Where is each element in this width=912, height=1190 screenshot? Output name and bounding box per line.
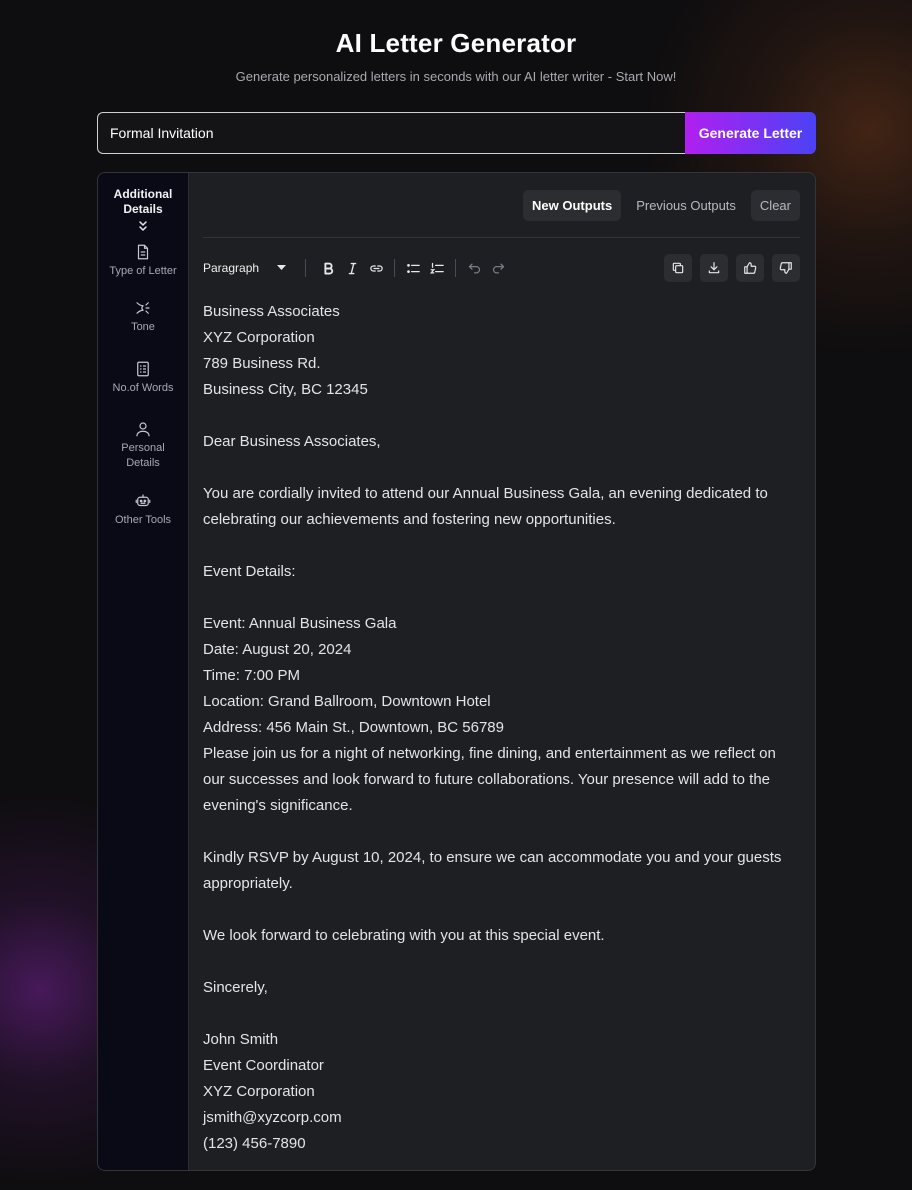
thumbs-down-icon [779,261,793,275]
block-type-select[interactable] [203,261,295,275]
toolbar-separator [394,259,395,277]
divider [203,237,800,238]
numbered-list-button[interactable] [425,256,449,280]
link-button[interactable] [364,256,388,280]
thumbs-down-button[interactable] [772,254,800,282]
letter-line: 789 Business Rd. [203,355,321,372]
numbered-list-icon [430,261,445,276]
letter-line: XYZ Corporation [203,1083,315,1100]
letter-line: Date: August 20, 2024 [203,641,352,658]
bullet-list-icon [406,261,421,276]
page-subtitle: Generate personalized letters in seconds with our AI letter writer - Start Now! [235,69,677,84]
sidebar-item-other-tools[interactable] [100,492,186,528]
robot-icon [134,492,152,510]
tab-previous-outputs[interactable]: Previous Outputs [636,198,736,213]
link-icon [369,261,384,276]
editor-main [189,173,815,1170]
thumbs-up-button[interactable] [736,254,764,282]
letter-line: (123) 456-7890 [203,1135,306,1152]
generate-letter-button[interactable]: Generate Letter [685,112,816,154]
letter-blank-line [203,949,793,975]
letter-blank-line [203,455,793,481]
document-icon [134,243,152,261]
letter-line: Kindly RSVP by August 10, 2024, to ensure we can accommodate you and your guests appropriately. [203,849,782,892]
letter-line: Location: Grand Ballroom, Downtown Hotel [203,693,491,710]
tone-icon [134,299,152,317]
letter-line: Please join us for a night of networking, fine dining, and entertainment as we reflect on our successes and look forward to future collaborations. Your presence will add to the evening's significance. [203,745,776,814]
output-actions [664,254,800,282]
italic-button[interactable] [340,256,364,280]
redo-button[interactable] [486,256,510,280]
sidebar-item-label: No.of Words [112,382,174,394]
letter-blank-line [203,403,793,429]
letter-blank-line [203,1001,793,1027]
undo-button[interactable] [462,256,486,280]
sidebar-item-personal-details[interactable] [100,420,186,471]
download-button[interactable] [700,254,728,282]
letter-blank-line [203,897,793,923]
clear-button[interactable]: Clear [751,190,800,221]
toolbar-separator [305,259,306,277]
letter-line: Business Associates [203,303,340,320]
letter-type-form [97,112,816,154]
editor-panel [97,172,816,1171]
sidebar-item-label: Type of Letter [109,265,177,277]
sidebar-item-label: Other Tools [114,514,172,526]
additional-details-sidebar [98,173,189,1170]
sidebar-item-no-of-words[interactable] [100,360,186,396]
sidebar-item-tone[interactable] [100,299,186,335]
chevron-double-down-icon[interactable] [138,219,148,231]
letter-type-input[interactable] [97,112,685,154]
letter-line: Dear Business Associates, [203,433,381,450]
letter-blank-line [203,533,793,559]
copy-button[interactable] [664,254,692,282]
redo-icon [491,261,506,276]
letter-line: jsmith@xyzcorp.com [203,1109,342,1126]
letter-line: You are cordially invited to attend our Annual Business Gala, an evening dedicated to celebrating our achievements and fostering new opportunities. [203,485,768,528]
letter-line: XYZ Corporation [203,329,315,346]
letter-line: Event: Annual Business Gala [203,615,397,632]
letter-line: Sincerely, [203,979,268,996]
checklist-icon [134,360,152,378]
letter-line: Business City, BC 12345 [203,381,368,398]
download-icon [707,261,721,275]
caret-down-icon [277,265,286,271]
letter-content[interactable] [203,299,793,1157]
toolbar-separator [455,259,456,277]
user-icon [134,420,152,438]
sidebar-heading: Additional Details [113,187,173,216]
tab-new-outputs[interactable]: New Outputs [523,190,621,221]
copy-icon [671,261,685,275]
letter-line: Time: 7:00 PM [203,667,300,684]
bold-icon [321,261,336,276]
letter-line: We look forward to celebrating with you at this special event. [203,927,605,944]
bullet-list-button[interactable] [401,256,425,280]
italic-icon [345,261,360,276]
undo-icon [467,261,482,276]
letter-line: Address: 456 Main St., Downtown, BC 56789 [203,719,504,736]
block-type-label: Paragraph [203,261,260,275]
sidebar-item-type-of-letter[interactable] [100,243,186,279]
letter-blank-line [203,585,793,611]
sidebar-item-label: Personal Details [121,442,165,469]
letter-line: Event Details: [203,563,296,580]
page-title: AI Letter Generator [335,28,577,58]
output-tabs [523,190,800,221]
thumbs-up-icon [743,261,757,275]
bold-button[interactable] [316,256,340,280]
letter-blank-line [203,819,793,845]
editor-toolbar [203,253,800,283]
letter-line: Event Coordinator [203,1057,324,1074]
letter-line: John Smith [203,1031,279,1048]
sidebar-item-label: Tone [131,321,155,333]
